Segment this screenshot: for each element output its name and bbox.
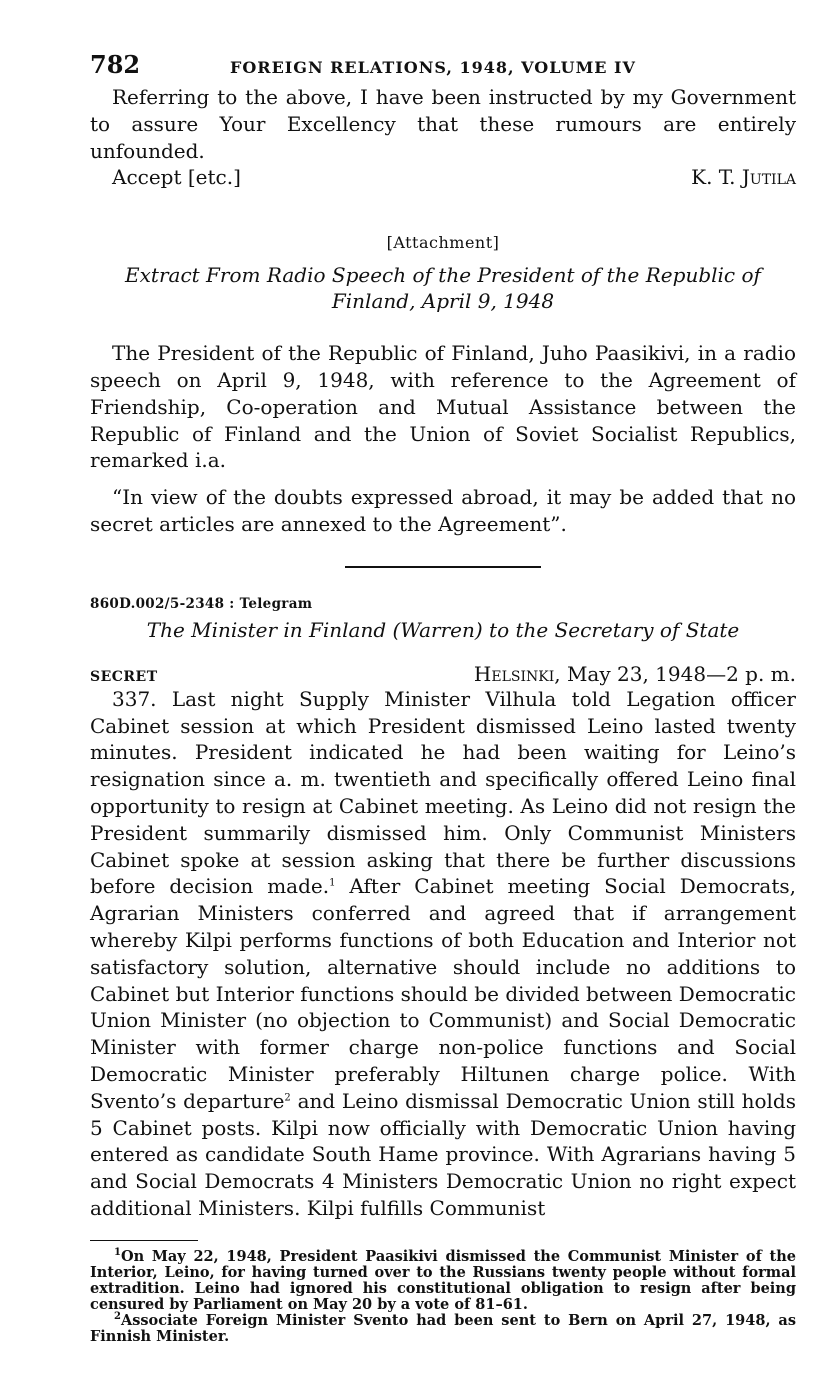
document-page — [90, 50, 796, 1345]
telegram-title: The Minister in Finland (Warren) to the Secretary of State — [146, 617, 740, 642]
footnote-ref-1: 1 — [329, 877, 336, 889]
footnote-ref-2: 2 — [284, 1092, 291, 1104]
footnote-rule — [90, 1240, 198, 1242]
extract-title: Extract From Radio Speech of the President of the Republic of Finland, April 9, 1948 — [125, 263, 761, 314]
speech-quote: “In view of the doubts expressed abroad, it may be added that no secret articles are annexed to the Agreement”. — [90, 485, 796, 536]
running-title: FOREIGN RELATIONS, 1948, VOLUME IV — [230, 58, 636, 77]
date-time: , May 23, 1948—2 p. m. — [554, 661, 796, 686]
dateline — [90, 662, 796, 686]
accept-line: Accept [etc.] — [112, 165, 241, 190]
running-header — [90, 50, 796, 84]
signature: K. T. Jutila — [691, 165, 796, 190]
speech-paragraph: The President of the Republic of Finland, Juho Paasikivi, in a radio speech on April 9, 1948, with reference to the Agreement of Friendship, Co-operation and Mutual Assistance between the Republic of Finland and the Union of Soviet Socialist Republics, remarked i.a. — [90, 341, 796, 473]
footnote-1: $^1$On May 22, 1948, President Paasikivi dismissed the Communist Minister of the Interior, Leino, for having turned over to the Russians twenty people without formal extradition. Leino had ignored his constitutional obligation to resign after being censured by Parliament on May 20 by a vote of 81–61. — [90, 1247, 796, 1314]
document-reference: 860D.002/5-2348 : Telegram — [90, 595, 313, 612]
section-divider — [345, 566, 541, 568]
page-number: 782 — [90, 50, 141, 79]
footnotes — [90, 1249, 796, 1345]
telegram-body: 337. Last night Supply Minister Vilhula told Legation officer Cabinet session at which President dismissed Leino lasted twenty minutes. President indicated he had been waiting for Leino’s resignation since a. m. twentieth and specifically offered Leino final opportunity to resign at Cabinet meeting. As Leino did not resign the President summarily dismissed him. Only Communist Ministers Cabinet spoke at session asking that there be further discussions before decision made.$^1$ After Cabinet meeting Social Democrats, Agrarian Ministers conferred and agreed that if arrangement whereby Kilpi performs functions of both Education and Interior not satisfactory solution, alternative should include no additions to Cabinet but Interior functions should be divided between Democratic Union Minister (no objection to Communist) and Social Democratic Minister with former charge non-police functions and Social Democratic Minister preferably Hiltunen charge police. With Svento’s departure$^2$ and Leino dismissal Democratic Union still holds 5 Cabinet posts. Kilpi now officially with Democratic Union having entered as candidate South Hame province. With Agrarians having 5 and Social Democrats 4 Ministers Democratic Union no right expect additional Ministers. Kilpi fulfills Communist — [90, 686, 796, 1220]
letter-closing-paragraph: Referring to the above, I have been instructed by my Government to assure Your Excellency that these rumours are entirely unfounded. — [90, 85, 796, 163]
classification-label: SECRET — [90, 668, 158, 685]
place-and-date — [474, 662, 796, 686]
attachment-label: [Attachment] — [386, 233, 500, 253]
footnote-2: $^2$Associate Foreign Minister Svento had been sent to Bern on April 27, 1948, as Finnish Minister. — [90, 1311, 796, 1346]
signoff-line — [112, 164, 796, 191]
place-name: Helsinki — [473, 661, 555, 686]
